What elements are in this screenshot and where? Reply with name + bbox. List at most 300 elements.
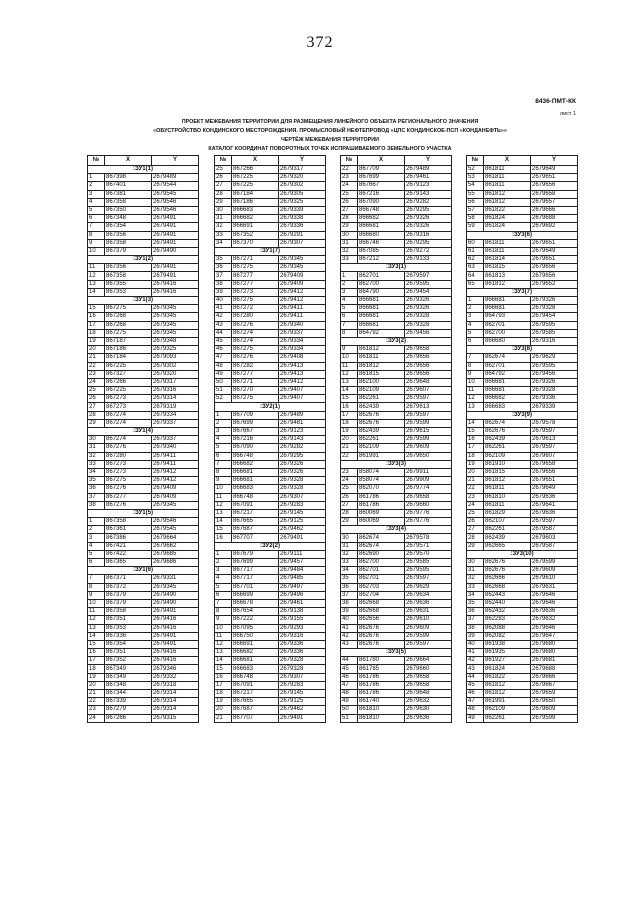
table-row — [467, 354, 578, 362]
table-row — [215, 231, 326, 239]
y-coordinate: 2679339 — [531, 403, 578, 411]
coordinate-table-col-2 — [214, 155, 326, 723]
y-coordinate: 2679314 — [152, 395, 199, 403]
y-coordinate: 2679336 — [531, 395, 578, 403]
table-row — [341, 714, 452, 722]
table-row — [88, 411, 199, 419]
y-coordinate: 2679776 — [405, 518, 452, 526]
zone-header-row — [341, 264, 452, 272]
x-coordinate: 867717 — [232, 567, 279, 575]
x-coordinate: 867277 — [232, 280, 279, 288]
x-coordinate: 867274 — [105, 436, 152, 444]
zone-header-row — [88, 256, 199, 264]
y-coordinate: 2679660 — [405, 665, 452, 673]
table-row — [467, 526, 578, 534]
y-coordinate: 2679412 — [152, 477, 199, 485]
x-coordinate: 862070 — [358, 485, 405, 493]
table-row — [88, 534, 199, 542]
y-coordinate: 2679491 — [152, 223, 199, 231]
table-row — [467, 559, 578, 567]
x-coordinate: 862261 — [484, 444, 531, 452]
point-number: 41 — [341, 624, 358, 632]
point-number: 30 — [341, 231, 358, 239]
x-coordinate: 861785 — [358, 665, 405, 673]
x-coordinate: 866683 — [232, 665, 279, 673]
x-coordinate: 867216 — [358, 190, 405, 198]
point-number: 36 — [467, 608, 484, 616]
x-coordinate: 867217 — [232, 690, 279, 698]
table-row — [215, 673, 326, 681]
table-row — [215, 436, 326, 444]
x-coordinate: 861813 — [484, 272, 531, 280]
x-coordinate: 867344 — [105, 690, 152, 698]
x-coordinate: 867358 — [105, 518, 152, 526]
table-row — [215, 665, 326, 673]
table-row — [88, 714, 199, 722]
y-coordinate: 2679631 — [531, 583, 578, 591]
table-row — [467, 690, 578, 698]
zone-header-row — [88, 567, 199, 575]
table-row — [88, 321, 199, 329]
point-number: 50 — [215, 378, 232, 386]
table-row — [341, 444, 452, 452]
x-coordinate: 861786 — [358, 690, 405, 698]
y-coordinate: 2679411 — [279, 305, 326, 313]
point-number: 49 — [341, 698, 358, 706]
y-coordinate: 2679462 — [279, 526, 326, 534]
x-coordinate: 861786 — [358, 673, 405, 681]
table-row — [341, 616, 452, 624]
y-coordinate: 2679456 — [531, 370, 578, 378]
point-number: 10 — [341, 354, 358, 362]
y-coordinate: 2679490 — [152, 599, 199, 607]
point-number: 16 — [215, 673, 232, 681]
point-number: 35 — [467, 599, 484, 607]
table-row — [341, 313, 452, 321]
table-row — [341, 198, 452, 206]
point-number: 27 — [215, 182, 232, 190]
x-coordinate: 866682 — [232, 460, 279, 468]
x-coordinate: 864790 — [358, 288, 405, 296]
y-coordinate: 2679328 — [531, 305, 578, 313]
table-row — [341, 428, 452, 436]
coordinate-table — [214, 155, 326, 723]
y-coordinate: 2679155 — [279, 616, 326, 624]
table-row — [88, 485, 199, 493]
point-number: 11 — [88, 264, 105, 272]
point-number: 45 — [467, 681, 484, 689]
y-coordinate: 2679680 — [531, 640, 578, 648]
y-coordinate: 2679649 — [531, 166, 578, 174]
y-coordinate: 2679326 — [405, 215, 452, 223]
point-number: 26 — [88, 395, 105, 403]
catalog-title: КАТАЛОГ КООРДИНАТ ПОВОРОТНЫХ ТОЧЕК ИСПРАШИВАЕМОГО ЗЕМЕЛЬНОГО УЧАСТКА — [208, 146, 452, 153]
y-coordinate: 2679911 — [405, 468, 452, 476]
y-coordinate: 2679412 — [279, 297, 326, 305]
x-coordinate: 867266 — [232, 166, 279, 174]
y-coordinate: 2679491 — [152, 215, 199, 223]
x-coordinate: 861822 — [484, 206, 531, 214]
x-coordinate: 866681 — [232, 657, 279, 665]
point-number: 64 — [467, 272, 484, 280]
table-row — [341, 575, 452, 583]
x-coordinate: 867274 — [232, 329, 279, 337]
point-number: 22 — [341, 166, 358, 174]
point-number: 34 — [88, 468, 105, 476]
point-number: 29 — [341, 518, 358, 526]
x-coordinate: 867186 — [105, 346, 152, 354]
table-row — [467, 182, 578, 190]
zone-header-row — [215, 247, 326, 255]
table-row — [341, 706, 452, 714]
y-coordinate: 2679662 — [152, 542, 199, 550]
x-coordinate: 867348 — [105, 215, 152, 223]
y-coordinate: 2679331 — [152, 575, 199, 583]
y-coordinate: 2679578 — [405, 534, 452, 542]
table-row — [88, 526, 199, 534]
y-coordinate: 2679666 — [531, 673, 578, 681]
point-number: 1 — [215, 411, 232, 419]
table-row — [341, 395, 452, 403]
table-row — [215, 518, 326, 526]
point-number: 29 — [215, 198, 232, 206]
land-plot-label: :ЗУ1(2) — [88, 256, 199, 264]
table-row — [88, 599, 199, 607]
table-row — [215, 477, 326, 485]
table-row — [215, 559, 326, 567]
x-coordinate: 867422 — [105, 550, 152, 558]
table-row — [467, 395, 578, 403]
x-coordinate: 862283 — [484, 616, 531, 624]
y-coordinate: 2679657 — [531, 198, 578, 206]
point-number: 8 — [341, 329, 358, 337]
table-row — [215, 608, 326, 616]
table-row — [341, 297, 452, 305]
y-coordinate: 2679336 — [279, 640, 326, 648]
table-header-row — [88, 156, 199, 166]
x-coordinate: 866682 — [484, 395, 531, 403]
y-coordinate: 2679491 — [152, 608, 199, 616]
table-row — [215, 567, 326, 575]
x-coordinate: 867370 — [232, 239, 279, 247]
x-coordinate: 867274 — [105, 419, 152, 427]
point-number: 41 — [467, 649, 484, 657]
point-number: 38 — [467, 624, 484, 632]
x-coordinate: 866746 — [358, 239, 405, 247]
y-coordinate: 2679416 — [152, 649, 199, 657]
x-coordinate: 866681 — [358, 321, 405, 329]
y-coordinate: 2679632 — [531, 616, 578, 624]
table-row — [467, 624, 578, 632]
point-number: 2 — [215, 559, 232, 567]
x-coordinate: 862109 — [484, 706, 531, 714]
x-coordinate: 864792 — [484, 370, 531, 378]
point-number: 18 — [341, 419, 358, 427]
point-number: 42 — [467, 657, 484, 665]
y-coordinate: 2679409 — [152, 493, 199, 501]
point-number: 12 — [467, 395, 484, 403]
point-number: 19 — [215, 698, 232, 706]
point-number: 5 — [467, 329, 484, 337]
point-number: 25 — [215, 166, 232, 174]
table-row — [215, 509, 326, 517]
point-number: 32 — [341, 247, 358, 255]
point-number: 49 — [215, 370, 232, 378]
y-coordinate: 2679632 — [405, 698, 452, 706]
x-coordinate: 861810 — [484, 493, 531, 501]
point-number: 37 — [341, 591, 358, 599]
x-coordinate: 862088 — [484, 624, 531, 632]
table-row — [215, 297, 326, 305]
point-number: 12 — [341, 370, 358, 378]
x-coordinate: 864793 — [484, 313, 531, 321]
table-row — [88, 174, 199, 182]
y-coordinate: 2679409 — [279, 272, 326, 280]
table-row — [467, 714, 578, 722]
x-coordinate: 861935 — [484, 649, 531, 657]
x-coordinate: 862261 — [484, 526, 531, 534]
table-header-row — [341, 156, 452, 166]
land-plot-label: :ЗУ2(1) — [215, 403, 326, 411]
y-coordinate: 2679307 — [279, 673, 326, 681]
land-plot-label: :ЗУ3(8) — [467, 346, 578, 354]
x-coordinate: 862439 — [358, 428, 405, 436]
table-row — [88, 608, 199, 616]
point-number: 33 — [467, 583, 484, 591]
x-coordinate: 867665 — [232, 698, 279, 706]
x-coordinate: 862700 — [484, 329, 531, 337]
table-row — [88, 403, 199, 411]
point-number: 7 — [341, 321, 358, 329]
point-number: 46 — [215, 346, 232, 354]
y-coordinate: 2679326 — [279, 468, 326, 476]
land-plot-label: :ЗУ3(3) — [341, 460, 452, 468]
point-number: 13 — [215, 649, 232, 657]
y-coordinate: 2679646 — [531, 599, 578, 607]
x-coordinate: 861812 — [358, 346, 405, 354]
point-number: 27 — [88, 403, 105, 411]
y-coordinate: 2679338 — [279, 215, 326, 223]
table-row — [88, 346, 199, 354]
table-row — [215, 501, 326, 509]
y-coordinate: 2679667 — [531, 681, 578, 689]
table-row — [215, 657, 326, 665]
x-coordinate: 867276 — [105, 485, 152, 493]
point-number: 10 — [215, 624, 232, 632]
y-coordinate: 2679578 — [531, 419, 578, 427]
y-coordinate: 2679774 — [405, 485, 452, 493]
y-coordinate: 2679282 — [405, 198, 452, 206]
table-row — [467, 599, 578, 607]
x-coordinate: 861824 — [484, 223, 531, 231]
point-number: 21 — [88, 354, 105, 362]
land-plot-label: :ЗУ3(1) — [341, 264, 452, 272]
y-coordinate: 2679666 — [531, 206, 578, 214]
x-coordinate: 862432 — [484, 608, 531, 616]
y-coordinate: 2679685 — [152, 550, 199, 558]
point-number: 31 — [467, 567, 484, 575]
x-coordinate: 861815 — [484, 264, 531, 272]
x-coordinate: 862109 — [358, 387, 405, 395]
point-number: 15 — [88, 640, 105, 648]
x-coordinate: 867266 — [105, 378, 152, 386]
y-coordinate: 2679656 — [531, 272, 578, 280]
table-row — [467, 370, 578, 378]
y-coordinate: 2679649 — [531, 485, 578, 493]
zone-header-row — [467, 231, 578, 239]
table-row — [88, 542, 199, 550]
point-number: 30 — [88, 436, 105, 444]
table-row — [341, 673, 452, 681]
table-row — [341, 608, 452, 616]
point-number: 26 — [341, 493, 358, 501]
point-number: 31 — [88, 444, 105, 452]
point-number: 4 — [341, 297, 358, 305]
point-number: 9 — [88, 239, 105, 247]
coordinate-table-col-1 — [87, 155, 199, 723]
point-number: 18 — [215, 690, 232, 698]
y-coordinate: 2679776 — [405, 509, 452, 517]
y-coordinate: 2679597 — [405, 272, 452, 280]
y-coordinate: 2679328 — [279, 657, 326, 665]
point-number: 23 — [88, 370, 105, 378]
x-coordinate: 862439 — [484, 534, 531, 542]
point-number: 2 — [88, 526, 105, 534]
y-coordinate: 2679348 — [152, 337, 199, 345]
x-coordinate: 867352 — [232, 231, 279, 239]
table-row — [88, 632, 199, 640]
point-number: 14 — [88, 288, 105, 296]
table-row — [467, 272, 578, 280]
table-row — [215, 256, 326, 264]
y-coordinate: 2679328 — [279, 485, 326, 493]
y-coordinate: 2679607 — [531, 452, 578, 460]
y-coordinate: 2679411 — [152, 452, 199, 460]
point-number: 14 — [215, 518, 232, 526]
table-row — [215, 411, 326, 419]
column-header: X — [232, 156, 279, 166]
point-number: 22 — [467, 485, 484, 493]
project-object-title: «ОБУСТРОЙСТВО КОНДИНСКОГО МЕСТОРОЖДЕНИЯ. ПРОМЫСЛОВЫЙ НЕФТЕПРОВОД «ЦПС КОНДИНСКОЕ-ПСП «КОНДАНЕФТЬ»» — [153, 128, 507, 135]
x-coordinate: 866681 — [358, 313, 405, 321]
zone-header-row — [341, 526, 452, 534]
point-number: 38 — [215, 280, 232, 288]
x-coordinate: 867348 — [105, 681, 152, 689]
x-coordinate: 867273 — [105, 460, 152, 468]
x-coordinate: 861740 — [358, 698, 405, 706]
y-coordinate: 2679546 — [152, 206, 199, 214]
table-row — [467, 542, 578, 550]
y-coordinate: 2679413 — [279, 370, 326, 378]
x-coordinate: 862668 — [358, 608, 405, 616]
y-coordinate: 2679656 — [405, 370, 452, 378]
column-header: X — [484, 156, 531, 166]
y-coordinate: 2679340 — [152, 444, 199, 452]
x-coordinate: 867268 — [105, 321, 152, 329]
x-coordinate: 867699 — [358, 174, 405, 182]
x-coordinate: 867358 — [105, 239, 152, 247]
table-row — [341, 436, 452, 444]
y-coordinate: 2679318 — [152, 681, 199, 689]
point-number: 46 — [467, 690, 484, 698]
table-row — [215, 714, 326, 722]
x-coordinate: 867276 — [105, 444, 152, 452]
x-coordinate: 867095 — [232, 624, 279, 632]
y-coordinate: 2679491 — [152, 272, 199, 280]
x-coordinate: 866682 — [232, 215, 279, 223]
table-row — [215, 288, 326, 296]
point-number: 16 — [88, 313, 105, 321]
x-coordinate: 866748 — [358, 206, 405, 214]
y-coordinate: 2679613 — [405, 403, 452, 411]
y-coordinate: 2679610 — [531, 575, 578, 583]
x-coordinate: 861812 — [484, 690, 531, 698]
table-row — [341, 354, 452, 362]
point-number: 15 — [341, 395, 358, 403]
table-row — [467, 575, 578, 583]
y-coordinate: 2679649 — [531, 247, 578, 255]
y-coordinate: 2679326 — [405, 305, 452, 313]
x-coordinate: 862701 — [484, 321, 531, 329]
x-coordinate: 867225 — [105, 362, 152, 370]
x-coordinate: 867272 — [232, 305, 279, 313]
point-number: 28 — [88, 411, 105, 419]
table-row — [341, 231, 452, 239]
x-coordinate: 867222 — [232, 616, 279, 624]
point-number: 11 — [467, 387, 484, 395]
table-row — [215, 583, 326, 591]
y-coordinate: 2679636 — [531, 608, 578, 616]
table-row — [215, 280, 326, 288]
y-coordinate: 2679325 — [152, 346, 199, 354]
table-row — [467, 608, 578, 616]
x-coordinate: 862082 — [484, 632, 531, 640]
y-coordinate: 2679490 — [152, 247, 199, 255]
point-number: 5 — [215, 444, 232, 452]
x-coordinate: 867274 — [232, 337, 279, 345]
x-coordinate: 862666 — [484, 575, 531, 583]
point-number: 6 — [341, 313, 358, 321]
y-coordinate: 2679316 — [531, 337, 578, 345]
point-number: 9 — [88, 591, 105, 599]
x-coordinate: 862700 — [358, 559, 405, 567]
x-coordinate: 867186 — [232, 198, 279, 206]
x-coordinate: 862676 — [484, 559, 531, 567]
point-number: 43 — [467, 665, 484, 673]
x-coordinate: 866682 — [232, 649, 279, 657]
point-number: 7 — [88, 575, 105, 583]
y-coordinate: 2679587 — [531, 526, 578, 534]
point-number: 3 — [467, 313, 484, 321]
x-coordinate: 867358 — [105, 608, 152, 616]
point-number: 1 — [467, 297, 484, 305]
table-row — [215, 690, 326, 698]
zone-header-row — [467, 288, 578, 296]
x-coordinate: 867339 — [105, 698, 152, 706]
x-coordinate: 867351 — [105, 649, 152, 657]
y-coordinate: 2679585 — [531, 329, 578, 337]
table-row — [341, 698, 452, 706]
zone-header-row — [341, 649, 452, 657]
point-number: 15 — [467, 428, 484, 436]
x-coordinate: 867268 — [105, 313, 152, 321]
x-coordinate: 862261 — [358, 436, 405, 444]
land-plot-label: :ЗУ3(10) — [467, 550, 578, 558]
x-coordinate: 862109 — [484, 452, 531, 460]
point-number: 49 — [467, 714, 484, 722]
table-row — [341, 370, 452, 378]
point-number: 4 — [467, 321, 484, 329]
